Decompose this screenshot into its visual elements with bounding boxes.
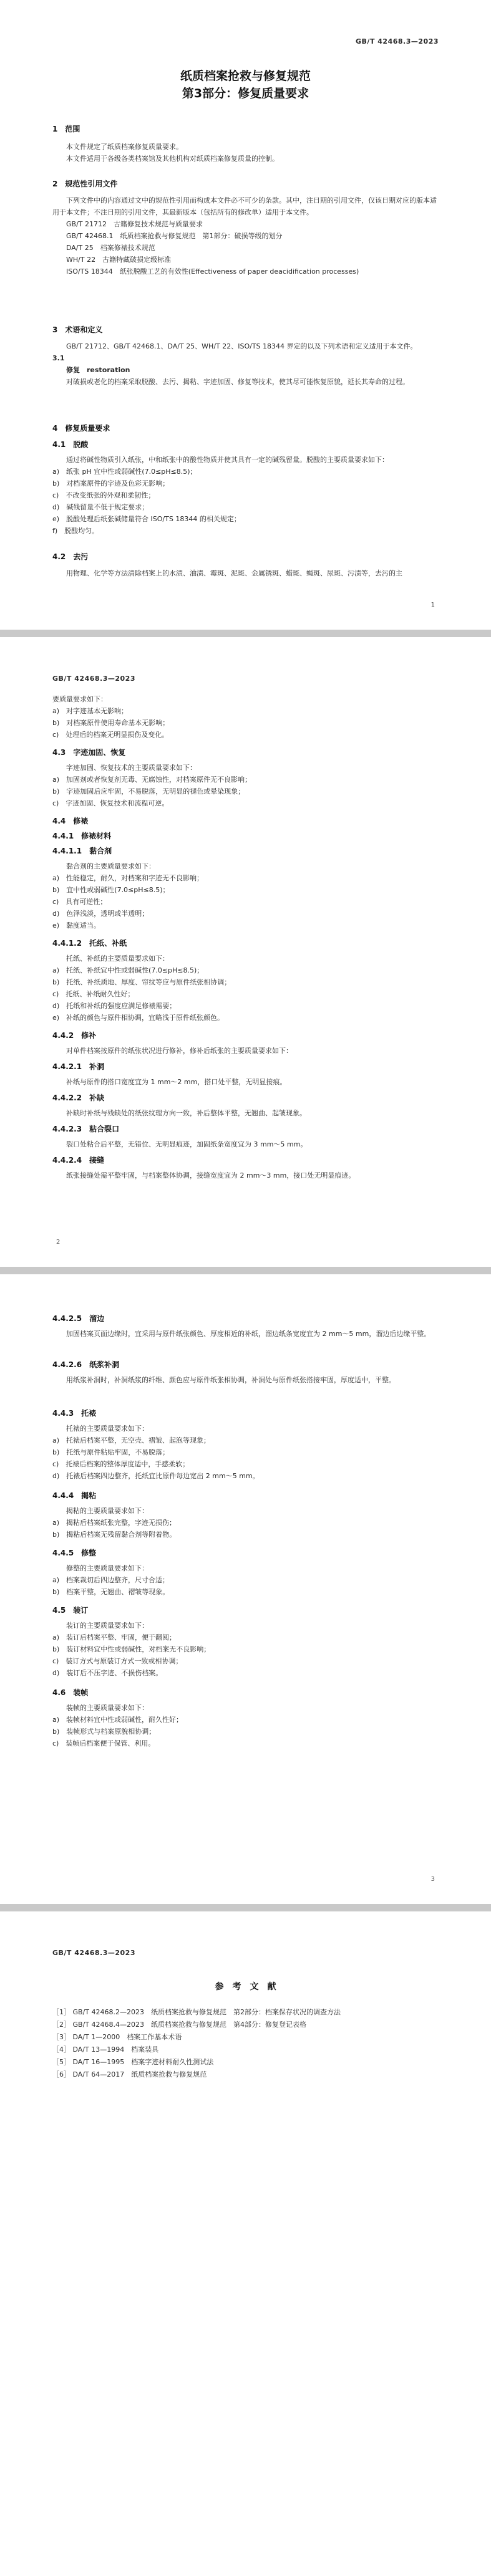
section-heading: 4 修复质量要求: [52, 424, 110, 433]
paragraph: 补缺时补纸与残缺处的纸张纹理方向一致，补后整体平整，无翘曲、起皱现象。: [66, 1109, 306, 1117]
subsection-heading: 4.4.2.4 接缝: [52, 1156, 105, 1165]
paragraph: 用物理、化学等方法清除档案上的水渍、油渍、霉斑、泥斑、金属锈斑、蜡斑、蝇斑、尿斑、污渍等，去污的主: [66, 569, 402, 577]
paragraph: 对单件档案按原件的纸张状况进行修补，修补后纸张的主要质量要求如下：: [66, 1047, 293, 1055]
paragraph: 用纸浆补洞时，补洞纸浆的纤维、颜色应与原件纸张相协调，补洞处与原件纸张搭接牢固，厚度适中，平整。: [66, 1376, 396, 1384]
subsection-heading: 4.4.2.1 补洞: [52, 1062, 105, 1071]
paragraph: 裂口处粘合后平整，无错位、无明显痕迹，加固纸条宽度宜为 3 mm～5 mm。: [66, 1140, 308, 1148]
subsection-heading: 4.1 脱酸: [52, 440, 89, 449]
list-item: a) 揭粘后档案纸张完整，字迹无损伤；: [52, 1519, 177, 1527]
list-item: b) 装订材料宜中性或弱碱性，对档案无不良影响；: [52, 1645, 211, 1653]
list-item: d) 托纸和补纸的强度应满足修裱需要；: [52, 1002, 177, 1010]
reference-item: ISO/TS 18344 纸张脱酸工艺的有效性(Effectiveness of paper deacidification processes): [66, 267, 359, 276]
standard-code-header: GB/T 42468.3—2023: [356, 37, 439, 46]
reference-item: GB/T 21712 古籍修复技术规范与质量要求: [66, 220, 203, 228]
subsection-heading: 4.4.1 修裱材料: [52, 832, 112, 840]
list-item: d) 碱残留量不低于规定要求；: [52, 503, 149, 511]
bibliography-item: ［5］ DA/T 16—1995 档案字迹材料耐久性测试法: [52, 2058, 214, 2066]
subsection-heading: 4.2 去污: [52, 552, 89, 561]
subsection-heading: 4.4.2.6 纸浆补洞: [52, 1360, 120, 1369]
list-item: a) 性能稳定，耐久，对档案和字迹无不良影响；: [52, 874, 204, 882]
list-item: a) 装帧材料宜中性或弱碱性，耐久性好；: [52, 1716, 183, 1724]
list-item: a) 加固剂或者恢复剂无毒、无腐蚀性，对档案原件无不良影响；: [52, 776, 252, 784]
paragraph: 本文件规定了纸质档案修复质量要求。: [66, 143, 183, 151]
list-item: a) 对字迹基本无影响；: [52, 707, 129, 715]
paragraph: 装订的主要质量要求如下：: [66, 1622, 148, 1630]
page-number: 1: [430, 602, 435, 608]
list-item: b) 装帧形式与档案原貌相协调；: [52, 1728, 156, 1736]
list-item: c) 托纸、补纸耐久性好；: [52, 990, 135, 998]
bibliography-heading: 参 考 文 献: [215, 1982, 276, 1992]
list-item: b) 对档案原件的字迹及色彩无影响；: [52, 479, 170, 488]
document-title: 纸质档案抢救与修复规范: [180, 69, 311, 83]
list-item: a) 档案裁切后四边整齐，尺寸合适；: [52, 1576, 170, 1584]
subsection-heading: 4.4.1.2 托纸、补纸: [52, 939, 127, 948]
document-page-3: [0, 1274, 491, 1904]
subsection-heading: 4.4.5 修整: [52, 1549, 97, 1557]
list-item: a) 托纸、补纸宜中性或弱碱性(7.0≤pH≤8.5)；: [52, 966, 204, 974]
paragraph: 补纸与原件的搭口宽度宜为 1 mm～2 mm，搭口处平整，无明显接痕。: [66, 1078, 287, 1086]
term-number: 3.1: [52, 354, 65, 362]
page-number: 3: [430, 1876, 435, 1883]
reference-item: GB/T 42468.1 纸质档案抢救与修复规范 第1部分：破损等级的划分: [66, 232, 283, 240]
list-item: a) 托裱后档案平整，无空壳、褶皱、起泡等现象；: [52, 1436, 211, 1444]
list-item: d) 色泽浅淡，透明或半透明；: [52, 910, 149, 918]
standard-code-header: GB/T 42468.3—2023: [52, 1949, 135, 1957]
paragraph: 纸张接缝处需平整牢固，与档案整体协调，接缝宽度宜为 2 mm～3 mm，接口处无明显痕迹。: [66, 1171, 356, 1180]
list-item: c) 不改变纸张的外观和柔韧性；: [52, 491, 155, 499]
paragraph: 修整的主要质量要求如下：: [66, 1564, 148, 1572]
subsection-heading: 4.4.2.2 补缺: [52, 1093, 105, 1102]
document-page-4: [0, 1911, 491, 2576]
subsection-heading: 4.6 装帧: [52, 1688, 89, 1697]
paragraph: 要质量要求如下：: [52, 695, 107, 703]
list-item: b) 揭粘后档案无残留黏合剂等附着物。: [52, 1531, 177, 1539]
list-item: e) 补纸的颜色与原件相协调，宜略浅于原件纸张颜色。: [52, 1014, 225, 1022]
list-item: a) 纸张 pH 宜中性或弱碱性(7.0≤pH≤8.5)；: [52, 468, 197, 476]
page-separator: [0, 1904, 491, 1911]
term-name: 修复 restoration: [66, 366, 130, 374]
list-item: b) 字迹加固后应牢固，不易脱落，无明显的褪色或晕染现象；: [52, 787, 245, 795]
subsection-heading: 4.4.2 修补: [52, 1031, 97, 1040]
list-item: c) 字迹加固、恢复技术和流程可逆。: [52, 799, 169, 807]
section-heading: 2 规范性引用文件: [52, 180, 118, 188]
subsection-heading: 4.5 装订: [52, 1606, 89, 1615]
paragraph: 字迹加固、恢复技术的主要质量要求如下：: [66, 764, 197, 772]
paragraph: 通过将碱性物质引入纸张，中和纸张中的酸性物质并使其具有一定的碱残留量。脱酸的主要质量要求如下：: [66, 456, 389, 464]
bibliography-item: ［1］ GB/T 42468.2—2023 纸质档案抢救与修复规范 第2部分：档案保存状况的调查方法: [52, 2008, 341, 2016]
list-item: a) 装订后档案平整、牢固，便于翻阅；: [52, 1633, 177, 1641]
list-item: b) 托纸与原件粘贴牢固，不易脱落；: [52, 1448, 170, 1456]
list-item: c) 处理后的档案无明显损伤及变化。: [52, 731, 169, 739]
list-item: d) 装订后不压字迹、不损伤档案。: [52, 1669, 163, 1677]
section-heading: 1 范围: [52, 125, 80, 133]
paragraph: 本文件适用于各级各类档案馆及其他机构对纸质档案修复质量的控制。: [66, 155, 279, 163]
paragraph: 托纸、补纸的主要质量要求如下：: [66, 954, 169, 963]
paragraph: 下列文件中的内容通过文中的规范性引用而构成本文件必不可少的条款。其中，注日期的引用文件，仅该日期对应的版本适用于本文件；不注日期的引用文件，其最新版本（包括所有的修改单）适用于本文件。: [52, 196, 437, 216]
list-item: b) 托纸、补纸质地、厚度、帘纹等应与原件纸张相协调；: [52, 978, 231, 986]
list-item: b) 档案平整，无翘曲、褶皱等现象。: [52, 1588, 170, 1596]
paragraph: 装帧的主要质量要求如下：: [66, 1704, 148, 1712]
subsection-heading: 4.4.1.1 黏合剂: [52, 847, 112, 855]
list-item: c) 具有可逆性；: [52, 898, 107, 906]
list-item: e) 黏度适当。: [52, 921, 101, 930]
list-item: d) 托裱后档案四边整齐，托纸宜比原件每边宽出 2 mm～5 mm。: [52, 1472, 260, 1480]
bibliography-item: ［3］ DA/T 1—2000 档案工作基本术语: [52, 2033, 182, 2041]
bibliography-item: ［4］ DA/T 13—1994 档案装具: [52, 2045, 159, 2054]
paragraph: 揭粘的主要质量要求如下：: [66, 1507, 148, 1515]
bibliography-item: ［6］ DA/T 64—2017 纸质档案抢救与修复规范: [52, 2070, 207, 2079]
list-item: e) 脱酸处理后纸张碱储量符合 ISO/TS 18344 的相关规定；: [52, 515, 241, 523]
subsection-heading: 4.4.2.5 溜边: [52, 1314, 105, 1323]
paragraph: GB/T 21712、GB/T 42468.1、DA/T 25、WH/T 22、ISO/TS 18344 界定的以及下列术语和定义适用于本文件。: [66, 342, 417, 350]
page-number: 2: [56, 1239, 61, 1246]
standard-code-header: GB/T 42468.3—2023: [52, 675, 135, 683]
bibliography-item: ［2］ GB/T 42468.4—2023 纸质档案抢救与修复规范 第4部分：修复登记表格: [52, 2021, 306, 2029]
list-item: c) 装订方式与原装订方式一致或相协调；: [52, 1657, 183, 1665]
subsection-heading: 4.3 字迹加固、恢复: [52, 748, 126, 757]
list-item: b) 宜中性或弱碱性(7.0≤pH≤8.5)；: [52, 886, 170, 894]
subsection-heading: 4.4.4 揭粘: [52, 1491, 97, 1500]
reference-item: WH/T 22 古籍特藏破损定级标准: [66, 256, 172, 264]
document-page-1: [0, 0, 491, 630]
list-item: f) 脱酸均匀。: [52, 527, 99, 535]
document-page-2: [0, 637, 491, 1267]
paragraph: 加固档案页面边缘时，宜采用与原件纸张颜色、厚度相近的补纸，溜边纸条宽度宜为 2 mm～5 mm，溜边后边缘平整。: [66, 1330, 431, 1338]
reference-item: DA/T 25 档案修裱技术规范: [66, 244, 155, 252]
page-separator: [0, 1267, 491, 1274]
list-item: b) 对档案原件使用寿命基本无影响；: [52, 719, 170, 727]
subsection-heading: 4.4.2.3 粘合裂口: [52, 1125, 120, 1133]
paragraph: 黏合剂的主要质量要求如下：: [66, 862, 155, 870]
document-subtitle: 第3部分：修复质量要求: [182, 87, 309, 100]
page-separator: [0, 630, 491, 637]
list-item: c) 托裱后档案的整体厚度适中，手感柔软；: [52, 1460, 190, 1468]
section-heading: 3 术语和定义: [52, 325, 103, 334]
subsection-heading: 4.4 修裱: [52, 817, 89, 825]
list-item: c) 装帧后档案便于保管、利用。: [52, 1739, 155, 1747]
term-definition: 对破损或老化的档案采取脱酸、去污、揭粘、字迹加固、修复等技术，使其尽可能恢复原貌，延长其寿命的过程。: [66, 378, 409, 386]
paragraph: 托裱的主要质量要求如下：: [66, 1425, 148, 1433]
subsection-heading: 4.4.3 托裱: [52, 1409, 97, 1418]
